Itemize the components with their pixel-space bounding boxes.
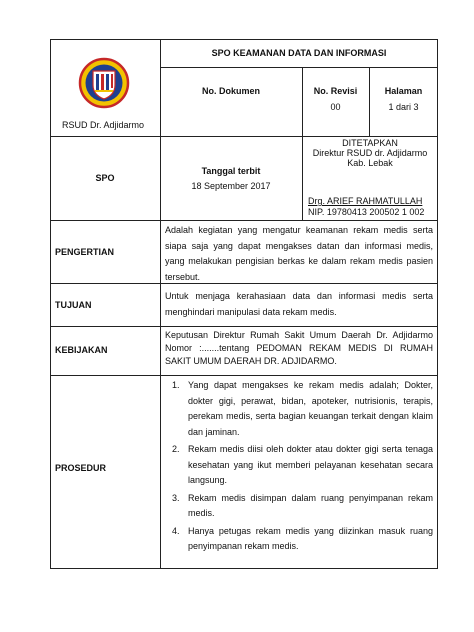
procedure-list: [172, 378, 433, 557]
procedure-item: [172, 378, 433, 440]
page-value: 1 dari 3: [388, 102, 419, 112]
procedure-number: 2.: [172, 444, 180, 454]
procedure-item: [172, 491, 433, 522]
row-divider: [50, 375, 438, 376]
document-title: SPO KEAMANAN DATA DAN INFORMASI: [211, 48, 387, 58]
procedure-text: Rekam medis diisi oleh dokter atau dokter gigi serta tenaga kesehatan yang ikut memberi pelayanan kesehatan secara langsung.: [188, 444, 433, 485]
revision-label: No. Revisi: [313, 86, 358, 96]
procedure-text: Yang dapat mengakses ke rekam medis adalah; Dokter, dokter gigi, perawat, bidan, apoteker, nutrisionis, terapis, perekam medis, serta bagian keuangan terkait dengan klaim dan jaminan.: [188, 380, 433, 437]
section-label-prosedur: PROSEDUR: [55, 463, 107, 473]
procedure-number: 3.: [172, 492, 180, 503]
signer-nip: NIP. 19780413 200502 1 002: [308, 207, 425, 217]
approval-label: DITETAPKAN: [342, 138, 398, 148]
section-label-pengertian: PENGERTIAN: [55, 247, 115, 257]
column-divider: [160, 39, 161, 569]
procedure-number: 1.: [172, 380, 180, 390]
procedure-item: [172, 442, 433, 489]
revision-value: 00: [330, 102, 341, 112]
approver-title: Direktur RSUD dr. Adjidarmo: [312, 148, 428, 158]
issue-date-value: 18 September 2017: [191, 181, 271, 191]
section-text-kebijakan: Keputusan Direktur Rumah Sakit Umum Daerah Dr. Adjidarmo Nomor :.......tentang PEDOMAN REKAM MEDIS DI RUMAH SAKIT UMUM DAERAH DR. ADJIDARMO.: [165, 330, 433, 366]
section-label-kebijakan: KEBIJAKAN: [55, 345, 108, 355]
procedure-number: 4.: [172, 525, 180, 536]
row-divider: [50, 326, 438, 327]
hospital-name: RSUD Dr. Adjidarmo: [62, 120, 145, 130]
procedure-text: Hanya petugas rekam medis yang diizinkan masuk ruang penyimpanan rekam medis.: [188, 525, 433, 551]
page-label: Halaman: [384, 86, 423, 96]
issue-date-label: Tanggal terbit: [201, 166, 261, 176]
section-label-tujuan: TUJUAN: [55, 300, 92, 310]
spo-label: SPO: [95, 173, 115, 183]
procedure-text: Rekam medis disimpan dalam ruang penyimpanan rekam medis.: [188, 492, 433, 518]
row-divider: [160, 67, 438, 68]
approver-location: Kab. Lebak: [347, 158, 393, 168]
row-divider: [50, 220, 438, 221]
section-text-tujuan: Untuk menjaga kerahasiaan data dan informasi medis serta menghindari manipulasi data rekam medis.: [165, 291, 433, 317]
section-text-pengertian: Adalah kegiatan yang mengatur keamanan rekam medis serta siapa saja yang dapat mengakses datan dan informasi medis, yang melakukan pengisian berkas ke dalam rekam medis pasien tersebut.: [165, 225, 433, 282]
doc-number-label: No. Dokumen: [201, 86, 260, 96]
signer-name: Drg. ARIEF RAHMATULLAH: [308, 196, 423, 206]
hospital-logo: [78, 57, 130, 109]
procedure-item: [172, 524, 433, 555]
